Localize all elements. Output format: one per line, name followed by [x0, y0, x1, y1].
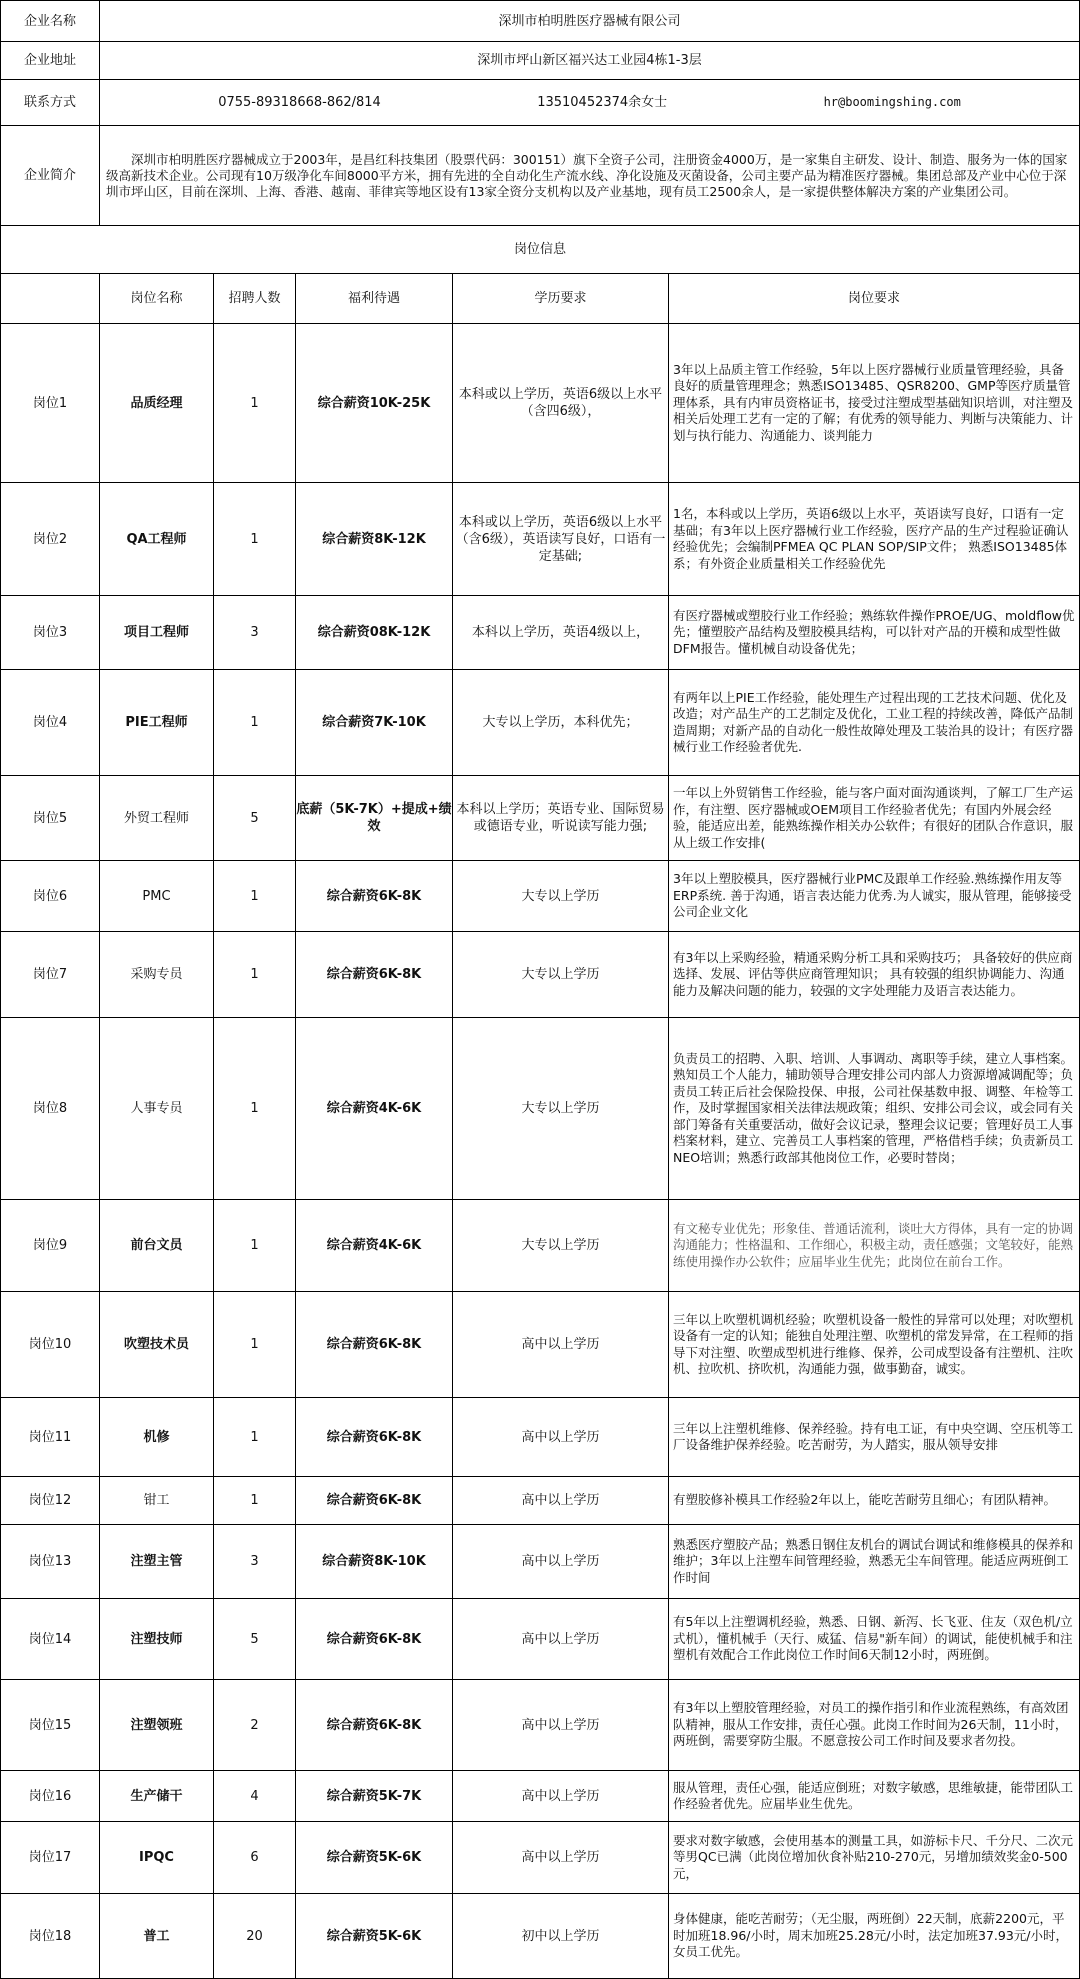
job-count: 1 — [214, 324, 296, 483]
job-count: 4 — [214, 1771, 296, 1822]
job-requirements: 有5年以上注塑调机经验，熟悉、日钢、新泻、长飞亚、住友（双色机/立式机），懂机械手（天行、威猛、信易"新车间）的调试，能使机械手和注塑机有效配合工作此岗位工作时间6天制12小时，两班倒。 — [669, 1599, 1080, 1680]
job-number: 岗位8 — [1, 1018, 100, 1200]
company-intro: 深圳市柏明胜医疗器械成立于2003年，是昌红科技集团（股票代码：300151）旗下全资子公司，注册资金4000万，是一家集自主研发、设计、制造、服务为一体的国家级高新技术企业。公司现有10万级净化车间8000平方米，拥有先进的全自动化生产流水线、净化设施及灭菌设备，公司主要产品为精准医疗器械。集团总部及产业中心位于深圳市坪山区，目前在深圳、上海、香港、越南、菲律宾等地区设有13家全资分支机构以及产业基地，现有员工2500余人，是一家提供整体解决方案的产业集团公司。 — [100, 126, 1080, 226]
job-education: 本科或以上学历，英语6级以上水平（含四6级）， — [453, 324, 669, 483]
table-row — [1, 324, 1080, 483]
table-row — [1, 670, 1080, 776]
job-count: 1 — [214, 932, 296, 1018]
job-number: 岗位13 — [1, 1525, 100, 1599]
job-name: 机修 — [100, 1398, 214, 1477]
job-requirements: 1名，本科或以上学历，英语6级以上水平，英语读写良好，口语有一定基础；有3年以上医疗器械行业工作经验，医疗产品的生产过程验证确认经验优先；会编制PFMEA QC PLAN SOP/SIP文件； 熟悉ISO13485体系；有外资企业质量相关工作经验优先 — [669, 483, 1080, 596]
job-salary: 综合薪资6K-8K — [296, 861, 453, 932]
header-salary: 福利待遇 — [296, 274, 453, 324]
table-row — [1, 1525, 1080, 1599]
intro-row — [1, 126, 1080, 226]
job-requirements: 有3年以上塑胶管理经验，对员工的操作指引和作业流程熟练，有高效团队精神，服从工作安排，责任心强。此岗工作时间为26天制，11小时，两班倒，需要穿防尘服。不愿意按公司工作时间及要求者勿投。 — [669, 1680, 1080, 1771]
table-row — [1, 483, 1080, 596]
job-requirements: 服从管理，责任心强，能适应倒班；对数字敏感，思维敏捷，能带团队工作经验者优先。应届毕业生优先。 — [669, 1771, 1080, 1822]
table-row — [1, 596, 1080, 670]
table-row — [1, 1771, 1080, 1822]
intro-label: 企业简介 — [1, 126, 100, 226]
column-header-row — [1, 274, 1080, 324]
job-count: 3 — [214, 596, 296, 670]
job-number: 岗位7 — [1, 932, 100, 1018]
job-education: 高中以上学历 — [453, 1398, 669, 1477]
job-name: QA工程师 — [100, 483, 214, 596]
job-count: 1 — [214, 1292, 296, 1398]
job-requirements: 有3年以上采购经验，精通采购分析工具和采购技巧； 具备较好的供应商选择、发展、评估等供应商管理知识； 具有较强的组织协调能力、沟通能力及解决问题的能力，较强的文字处理能力及语言表达能力。 — [669, 932, 1080, 1018]
job-salary: 综合薪资5K-6K — [296, 1822, 453, 1894]
job-requirements: 要求对数字敏感，会使用基本的测量工具，如游标卡尺、千分尺、二次元等男QC已满（此岗位增加伙食补贴210-270元，另增加绩效奖金0-500元， — [669, 1822, 1080, 1894]
table-row — [1, 1292, 1080, 1398]
job-salary: 综合薪资10K-25K — [296, 324, 453, 483]
job-name: 普工 — [100, 1894, 214, 1979]
job-name: 前台文员 — [100, 1200, 214, 1292]
job-education: 高中以上学历 — [453, 1680, 669, 1771]
company-address-label: 企业地址 — [1, 42, 100, 80]
table-row — [1, 932, 1080, 1018]
job-requirements: 有医疗器械或塑胶行业工作经验；熟练软件操作PROE/UG、moldflow优先；懂塑胶产品结构及塑胶模具结构，可以针对产品的开模和成型性做DFM报告。懂机械自动设备优先； — [669, 596, 1080, 670]
job-education: 大专以上学历 — [453, 1200, 669, 1292]
job-education: 本科以上学历；英语专业、国际贸易或德语专业，听说读写能力强; — [453, 776, 669, 861]
table-row — [1, 1200, 1080, 1292]
job-salary: 综合薪资4K-6K — [296, 1018, 453, 1200]
job-number: 岗位4 — [1, 670, 100, 776]
job-education: 本科以上学历，英语4级以上， — [453, 596, 669, 670]
job-salary: 综合薪资7K-10K — [296, 670, 453, 776]
job-education: 高中以上学历 — [453, 1292, 669, 1398]
company-phone: 0755-89318668-862/814 — [218, 95, 381, 110]
job-salary: 综合薪资5K-7K — [296, 1771, 453, 1822]
contact-row — [1, 80, 1080, 126]
company-address-row — [1, 42, 1080, 80]
job-name: 项目工程师 — [100, 596, 214, 670]
company-name-label: 企业名称 — [1, 1, 100, 42]
job-education: 高中以上学历 — [453, 1822, 669, 1894]
table-row — [1, 1398, 1080, 1477]
table-row — [1, 1894, 1080, 1979]
job-requirements: 一年以上外贸销售工作经验，能与客户面对面沟通谈判，了解工厂生产运作，有注塑、医疗器械或OEM项目工作经验者优先；有国内外展会经验，能适应出差，能熟练操作相关办公软件；有很好的团队合作意识，服从上级工作安排( — [669, 776, 1080, 861]
job-count: 1 — [214, 861, 296, 932]
job-name: 外贸工程师 — [100, 776, 214, 861]
job-count: 1 — [214, 1477, 296, 1525]
job-count: 1 — [214, 670, 296, 776]
company-name-row — [1, 1, 1080, 42]
job-salary: 底薪（5K-7K）+提成+绩效 — [296, 776, 453, 861]
section-title: 岗位信息 — [1, 226, 1080, 274]
job-salary: 综合薪资08K-12K — [296, 596, 453, 670]
job-requirements: 3年以上塑胶模具，医疗器械行业PMC及跟单工作经验.熟练操作用友等ERP系统. 善于沟通，语言表达能力优秀.为人诚实，服从管理，能够接受公司企业文化 — [669, 861, 1080, 932]
table-row — [1, 861, 1080, 932]
company-email[interactable]: hr@boomingshing.com — [823, 95, 961, 109]
job-number: 岗位2 — [1, 483, 100, 596]
job-salary: 综合薪资5K-6K — [296, 1894, 453, 1979]
job-requirements: 身体健康，能吃苦耐劳；（无尘服，两班倒）22天制，底薪2200元，平时加班18.96/小时，周末加班25.28元/小时，法定加班37.93元/小时，女员工优先。 — [669, 1894, 1080, 1979]
job-count: 1 — [214, 1200, 296, 1292]
job-number: 岗位1 — [1, 324, 100, 483]
table-row — [1, 1822, 1080, 1894]
job-salary: 综合薪资6K-8K — [296, 1477, 453, 1525]
job-number: 岗位17 — [1, 1822, 100, 1894]
job-number: 岗位15 — [1, 1680, 100, 1771]
job-requirements: 有塑胶修补模具工作经验2年以上，能吃苦耐劳且细心；有团队精神。 — [669, 1477, 1080, 1525]
company-name: 深圳市柏明胜医疗器械有限公司 — [100, 1, 1080, 42]
job-requirements: 有文秘专业优先；形象佳、普通话流利，谈吐大方得体，具有一定的协调沟通能力；性格温和、工作细心，积极主动，责任感强；文笔较好，能熟练使用操作办公软件；应届毕业生优先；此岗位在前台工作。 — [669, 1200, 1080, 1292]
job-education: 高中以上学历 — [453, 1771, 669, 1822]
table-row — [1, 1680, 1080, 1771]
job-education: 大专以上学历，本科优先； — [453, 670, 669, 776]
contact-info — [100, 80, 1080, 126]
table-row — [1, 1599, 1080, 1680]
job-count: 1 — [214, 1018, 296, 1200]
job-count: 6 — [214, 1822, 296, 1894]
job-name: PIE工程师 — [100, 670, 214, 776]
job-education: 初中以上学历 — [453, 1894, 669, 1979]
job-salary: 综合薪资8K-10K — [296, 1525, 453, 1599]
header-requirements: 岗位要求 — [669, 274, 1080, 324]
job-education: 高中以上学历 — [453, 1477, 669, 1525]
job-education: 大专以上学历 — [453, 932, 669, 1018]
job-requirements: 有两年以上PIE工作经验，能处理生产过程出现的工艺技术问题、优化及改造；对产品生产的工艺制定及优化，工业工程的持续改善，降低产品制造周期；对新产品的自动化一般性故障处理及工装治具的设计；有医疗器械行业工作经验者优先. — [669, 670, 1080, 776]
job-count: 5 — [214, 1599, 296, 1680]
job-count: 20 — [214, 1894, 296, 1979]
job-requirements: 3年以上品质主管工作经验，5年以上医疗器械行业质量管理经验，具备良好的质量管理理念；熟悉ISO13485、QSR8200、GMP等医疗质量管理体系，具有内审员资格证书，接受过注塑成型基础知识培训，对注塑及相关后处理工艺有一定的了解；有优秀的领导能力、判断与决策能力、计划与执行能力、沟通能力、谈判能力 — [669, 324, 1080, 483]
section-title-row — [1, 226, 1080, 274]
job-requirements: 熟悉医疗塑胶产品；熟悉日钢住友机台的调试台调试和维修模具的保养和维护；3年以上注塑车间管理经验，熟悉无尘车间管理。能适应两班倒工作时间 — [669, 1525, 1080, 1599]
job-name: 人事专员 — [100, 1018, 214, 1200]
header-education: 学历要求 — [453, 274, 669, 324]
job-number: 岗位10 — [1, 1292, 100, 1398]
job-number: 岗位12 — [1, 1477, 100, 1525]
job-requirements: 负责员工的招聘、入职、培训、人事调动、离职等手续，建立人事档案。熟知员工个人能力，辅助领导合理安排公司内部人力资源增减调配等；负责员工转正后社会保险投保、申报，公司社保基数申报、调整、年检等工作，及时掌握国家相关法律法规政策；组织、安排公司会议，或会同有关部门筹备有关重要活动，做好会议记录，整理会议记要；管理好员工人事档案材料，建立、完善员工人事档案的管理，严格借档手续；负责新员工NEO培训；熟悉行政部其他岗位工作，必要时替岗； — [669, 1018, 1080, 1200]
job-salary: 综合薪资6K-8K — [296, 1599, 453, 1680]
job-number: 岗位14 — [1, 1599, 100, 1680]
job-name: IPQC — [100, 1822, 214, 1894]
job-name: 生产储干 — [100, 1771, 214, 1822]
job-number: 岗位18 — [1, 1894, 100, 1979]
job-salary: 综合薪资6K-8K — [296, 1292, 453, 1398]
header-blank-cell — [1, 274, 100, 324]
job-name: 注塑技师 — [100, 1599, 214, 1680]
job-name: 注塑领班 — [100, 1680, 214, 1771]
job-count: 1 — [214, 483, 296, 596]
job-name: 钳工 — [100, 1477, 214, 1525]
job-count: 1 — [214, 1398, 296, 1477]
job-name: 采购专员 — [100, 932, 214, 1018]
job-number: 岗位16 — [1, 1771, 100, 1822]
job-education: 大专以上学历 — [453, 861, 669, 932]
job-count: 3 — [214, 1525, 296, 1599]
job-education: 大专以上学历 — [453, 1018, 669, 1200]
job-requirements: 三年以上注塑机维修、保养经验。持有电工证，有中央空调、空压机等工厂设备维护保养经验。吃苦耐劳，为人踏实，服从领导安排 — [669, 1398, 1080, 1477]
job-requirements: 三年以上吹塑机调机经验；吹塑机设备一般性的异常可以处理；对吹塑机设备有一定的认知；能独自处理注塑、吹塑机的常发异常，在工程师的指导下对注塑、吹塑成型机进行维修、保养，公司成型设备有注塑机、注吹机、拉吹机、挤吹机，沟通能力强，做事勤奋，诚实。 — [669, 1292, 1080, 1398]
job-name: 吹塑技术员 — [100, 1292, 214, 1398]
job-number: 岗位6 — [1, 861, 100, 932]
company-mobile: 13510452374余女士 — [537, 95, 668, 110]
job-education: 本科或以上学历，英语6级以上水平（含6级），英语读写良好，口语有一定基础; — [453, 483, 669, 596]
job-education: 高中以上学历 — [453, 1525, 669, 1599]
company-address: 深圳市坪山新区福兴达工业园4栋1-3层 — [100, 42, 1080, 80]
job-salary: 综合薪资8K-12K — [296, 483, 453, 596]
job-name: 注塑主管 — [100, 1525, 214, 1599]
job-number: 岗位9 — [1, 1200, 100, 1292]
job-number: 岗位3 — [1, 596, 100, 670]
job-name: 品质经理 — [100, 324, 214, 483]
table-row — [1, 1018, 1080, 1200]
job-name: PMC — [100, 861, 214, 932]
job-salary: 综合薪资4K-6K — [296, 1200, 453, 1292]
header-job-name: 岗位名称 — [100, 274, 214, 324]
table-row — [1, 776, 1080, 861]
table-row — [1, 1477, 1080, 1525]
job-count: 5 — [214, 776, 296, 861]
job-education: 高中以上学历 — [453, 1599, 669, 1680]
job-salary: 综合薪资6K-8K — [296, 1398, 453, 1477]
job-count: 2 — [214, 1680, 296, 1771]
header-count: 招聘人数 — [214, 274, 296, 324]
job-salary: 综合薪资6K-8K — [296, 1680, 453, 1771]
job-salary: 综合薪资6K-8K — [296, 932, 453, 1018]
job-number: 岗位11 — [1, 1398, 100, 1477]
contact-label: 联系方式 — [1, 80, 100, 126]
job-number: 岗位5 — [1, 776, 100, 861]
